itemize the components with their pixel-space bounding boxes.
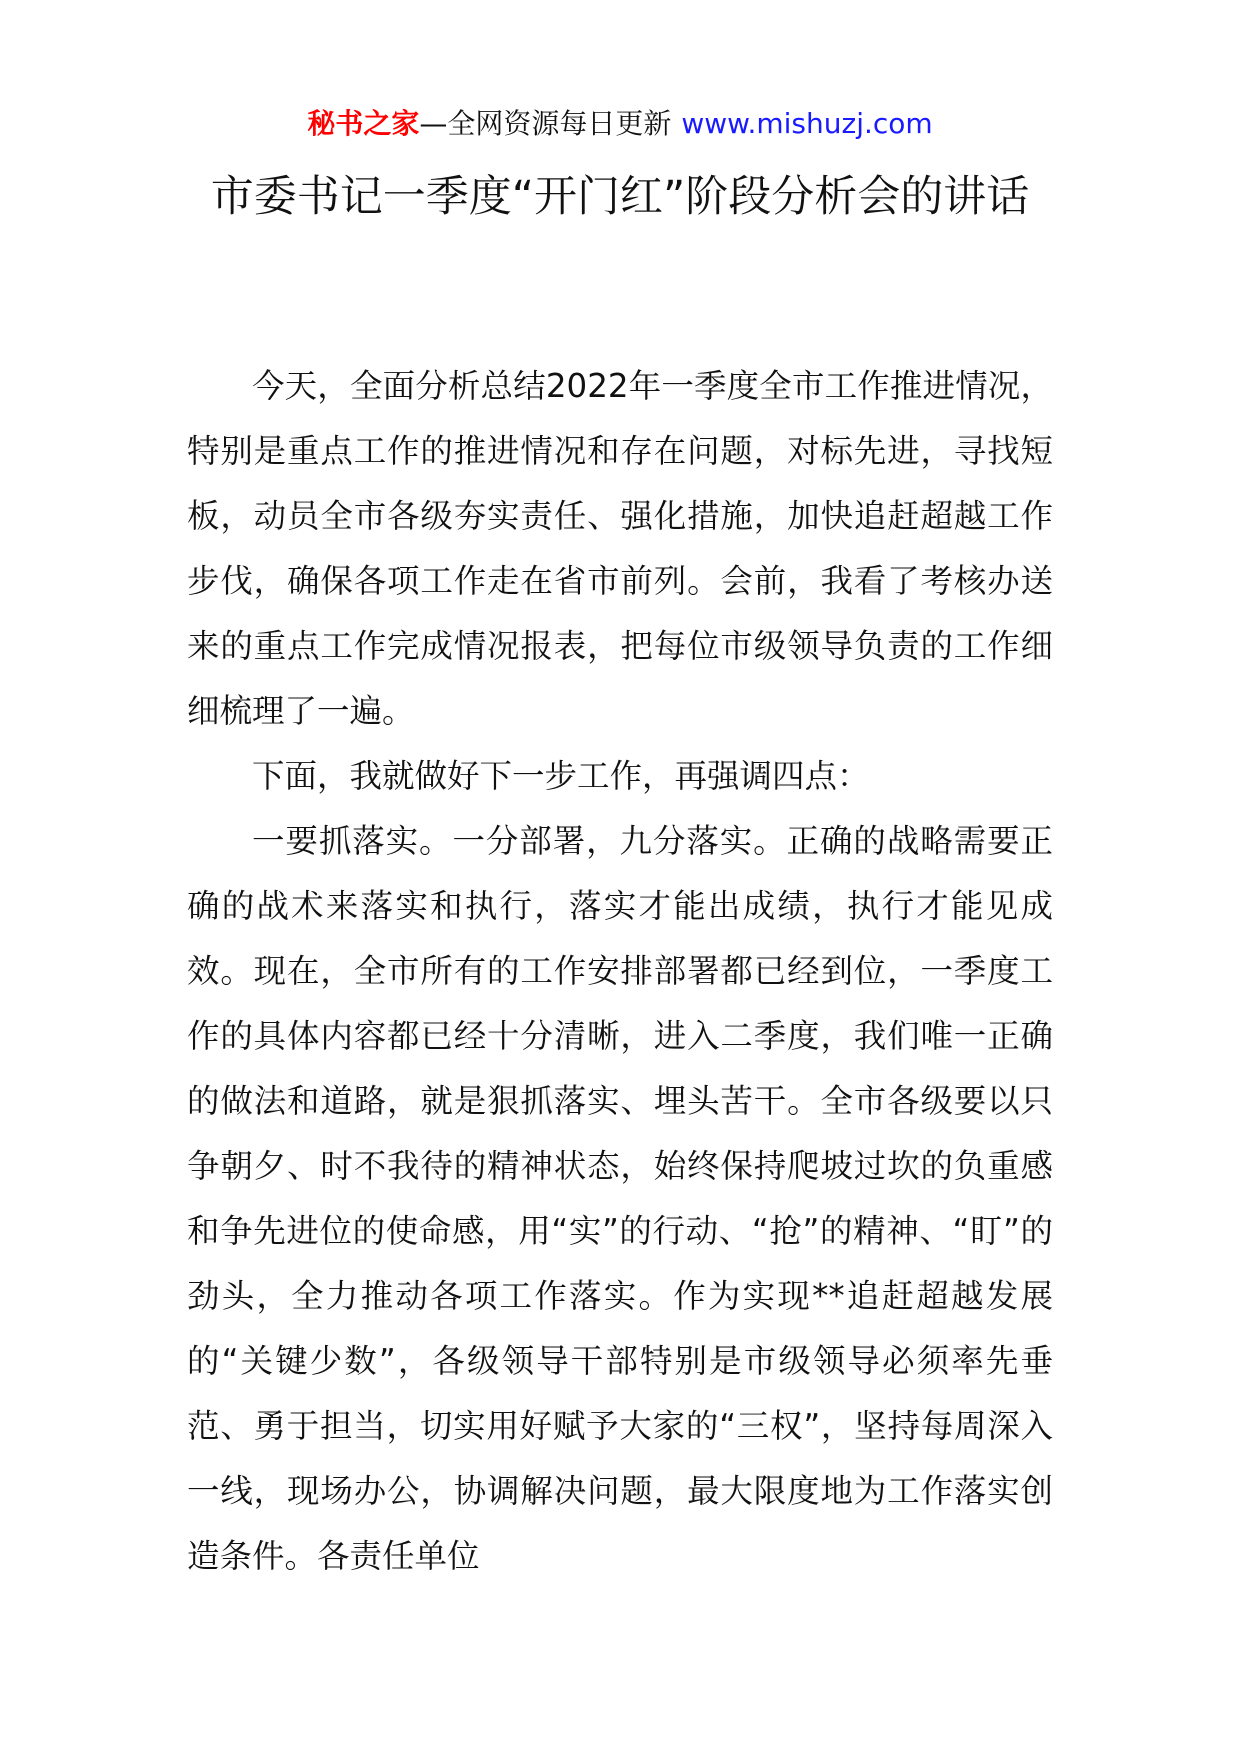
brand-name: 秘书之家 — [307, 107, 420, 140]
document-title: 市委书记一季度“开门红”阶段分析会的讲话 — [210, 172, 1030, 222]
paragraph-transition: 下面，我就做好下一步工作，再强调四点： — [252, 757, 870, 795]
header-banner — [0, 104, 1240, 144]
paragraph-point-one: 一要抓落实。一分部署，九分落实。正确的战略需要正确的战术来落实和执行，落实才能出成绩，执行才能见成效。现在，全市所有的工作安排部署都已经到位，一季度工作的具体内容都已经十分清晰，进入二季度，我们唯一正确的做法和道路，就是狠抓落实、埋头苦干。全市各级要以只争朝夕、时不我待的精神状态，始终保持爬坡过坎的负重感和争先进位的使命感，用“实”的行动、“抢”的精神、“盯”的劲头，全力推动各项工作落实。作为实现**追赶超越发展的“关键少数”，各级领导干部特别是市级领导必须率先垂范、勇于担当，切实用好赋予大家的“三权”，坚持每周深入一线，现场办公，协调解决问题，最大限度地为工作落实创造条件。各责任单位 — [187, 822, 1053, 1575]
site-url-link[interactable]: www.mishuzj.com — [681, 107, 933, 140]
document-body — [187, 354, 1053, 1589]
header-tagline: —全网资源每日更新 — [419, 107, 672, 140]
paragraph-intro: 今天，全面分析总结2022年一季度全市工作推进情况，特别是重点工作的推进情况和存在问题，对标先进，寻找短板，动员全市各级夯实责任、强化措施，加快追赶超越工作步伐，确保各项工作走在省市前列。会前，我看了考核办送来的重点工作完成情况报表，把每位市级领导负责的工作细细梳理了一遍。 — [187, 367, 1053, 730]
